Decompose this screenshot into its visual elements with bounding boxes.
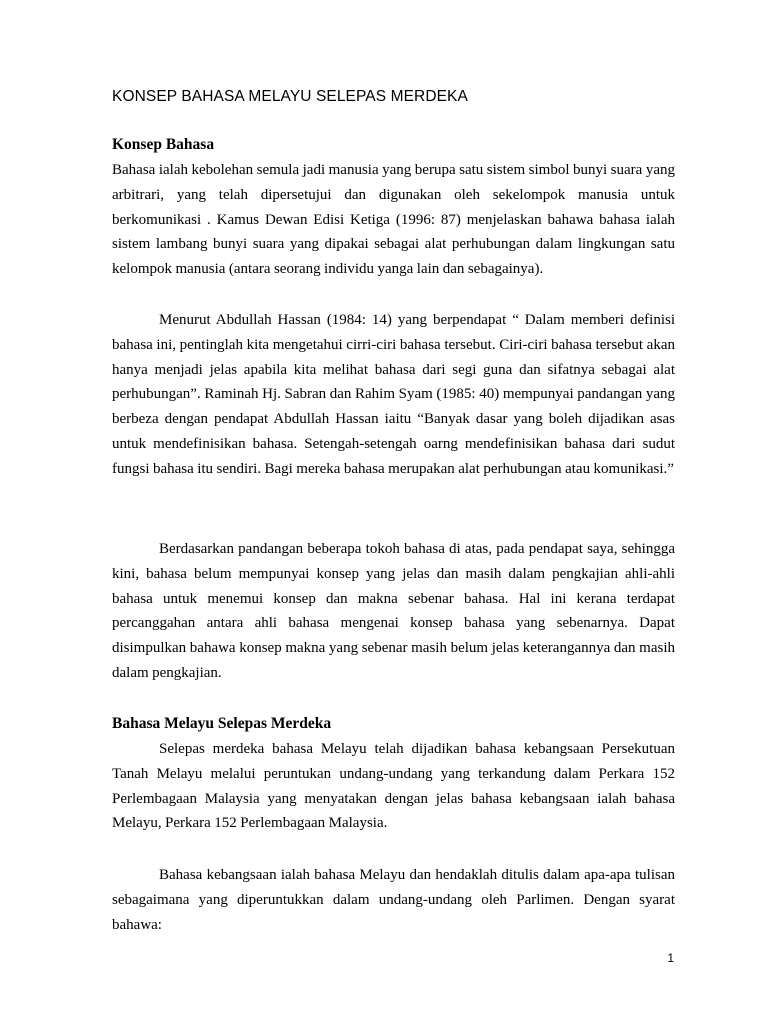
- paragraph-definition: Bahasa ialah kebolehan semula jadi manusia yang berupa satu sistem simbol bunyi suara yang arbitrari, yang telah dipersetujui dan digunakan oleh sekelompok manusia untuk berkomunikasi . Kamus Dewan Edisi Ketiga (1996: 87) menjelaskan bahawa bahasa ialah sistem lambang bunyi suara yang dipakai sebagai alat perhubungan dalam lingkungan satu kelompok manusia (antara seorang individu yanga lain dan sebagainya).: [112, 162, 675, 278]
- paragraph-conclusion: Berdasarkan pandangan beberapa tokoh bahasa di atas, pada pendapat saya, sehingga kini, bahasa belum mempunyai konsep yang jelas dan masih dalam pengkajian ahli-ahli bahasa untuk menemui konsep dan makna sebenar bahasa. Hal ini kerana terdapat percanggahan antara ahli bahasa mengenai konsep bahasa yang sebenarnya. Dapat disimpulkan bahawa konsep makna yang sebenar masih belum jelas keterangannya dan masih dalam pengkajian.: [112, 541, 675, 681]
- paragraph-abdullah-hassan: Menurut Abdullah Hassan (1984: 14) yang berpendapat “ Dalam memberi definisi bahasa ini, pentinglah kita mengetahui cirri-ciri bahasa tersebut. Ciri-ciri bahasa tersebut akan hanya menjadi jelas apabila kita melihat bahasa dari segi guna dan sifatnya sebagai alat perhubungan”. Raminah Hj. Sabran dan Rahim Syam (1985: 40) mempunyai pandangan yang berbeza dengan pendapat Abdullah Hassan iaitu “Banyak dasar yang boleh dijadikan asas untuk mendefinisikan bahasa. Setengah-setengah oarng mendefinisikan bahasa dari sudut fungsi bahasa itu sendiri. Bagi mereka bahasa merupakan alat perhubungan atau komunikasi.”: [112, 312, 675, 477]
- paragraph-bahasa-kebangsaan: Bahasa kebangsaan ialah bahasa Melayu dan hendaklah ditulis dalam apa-apa tulisan sebagaimana yang diperuntukkan dalam undang-undang oleh Parlimen. Dengan syarat bahawa:: [112, 867, 675, 933]
- section-heading-selepas-merdeka: Bahasa Melayu Selepas Merdeka: [112, 715, 332, 732]
- document-title: KONSEP BAHASA MELAYU SELEPAS MERDEKA: [112, 88, 468, 105]
- section-heading-konsep-bahasa: Konsep Bahasa: [112, 136, 215, 153]
- paragraph-perkara-152: Selepas merdeka bahasa Melayu telah dijadikan bahasa kebangsaan Persekutuan Tanah Melayu melalui peruntukan undang-undang yang terkandung dalam Perkara 152 Perlembagaan Malaysia yang menyatakan dengan jelas bahasa kebangsaan ialah bahasa Melayu, Perkara 152 Perlembagaan Malaysia.: [112, 741, 675, 832]
- page-number: 1: [667, 951, 674, 965]
